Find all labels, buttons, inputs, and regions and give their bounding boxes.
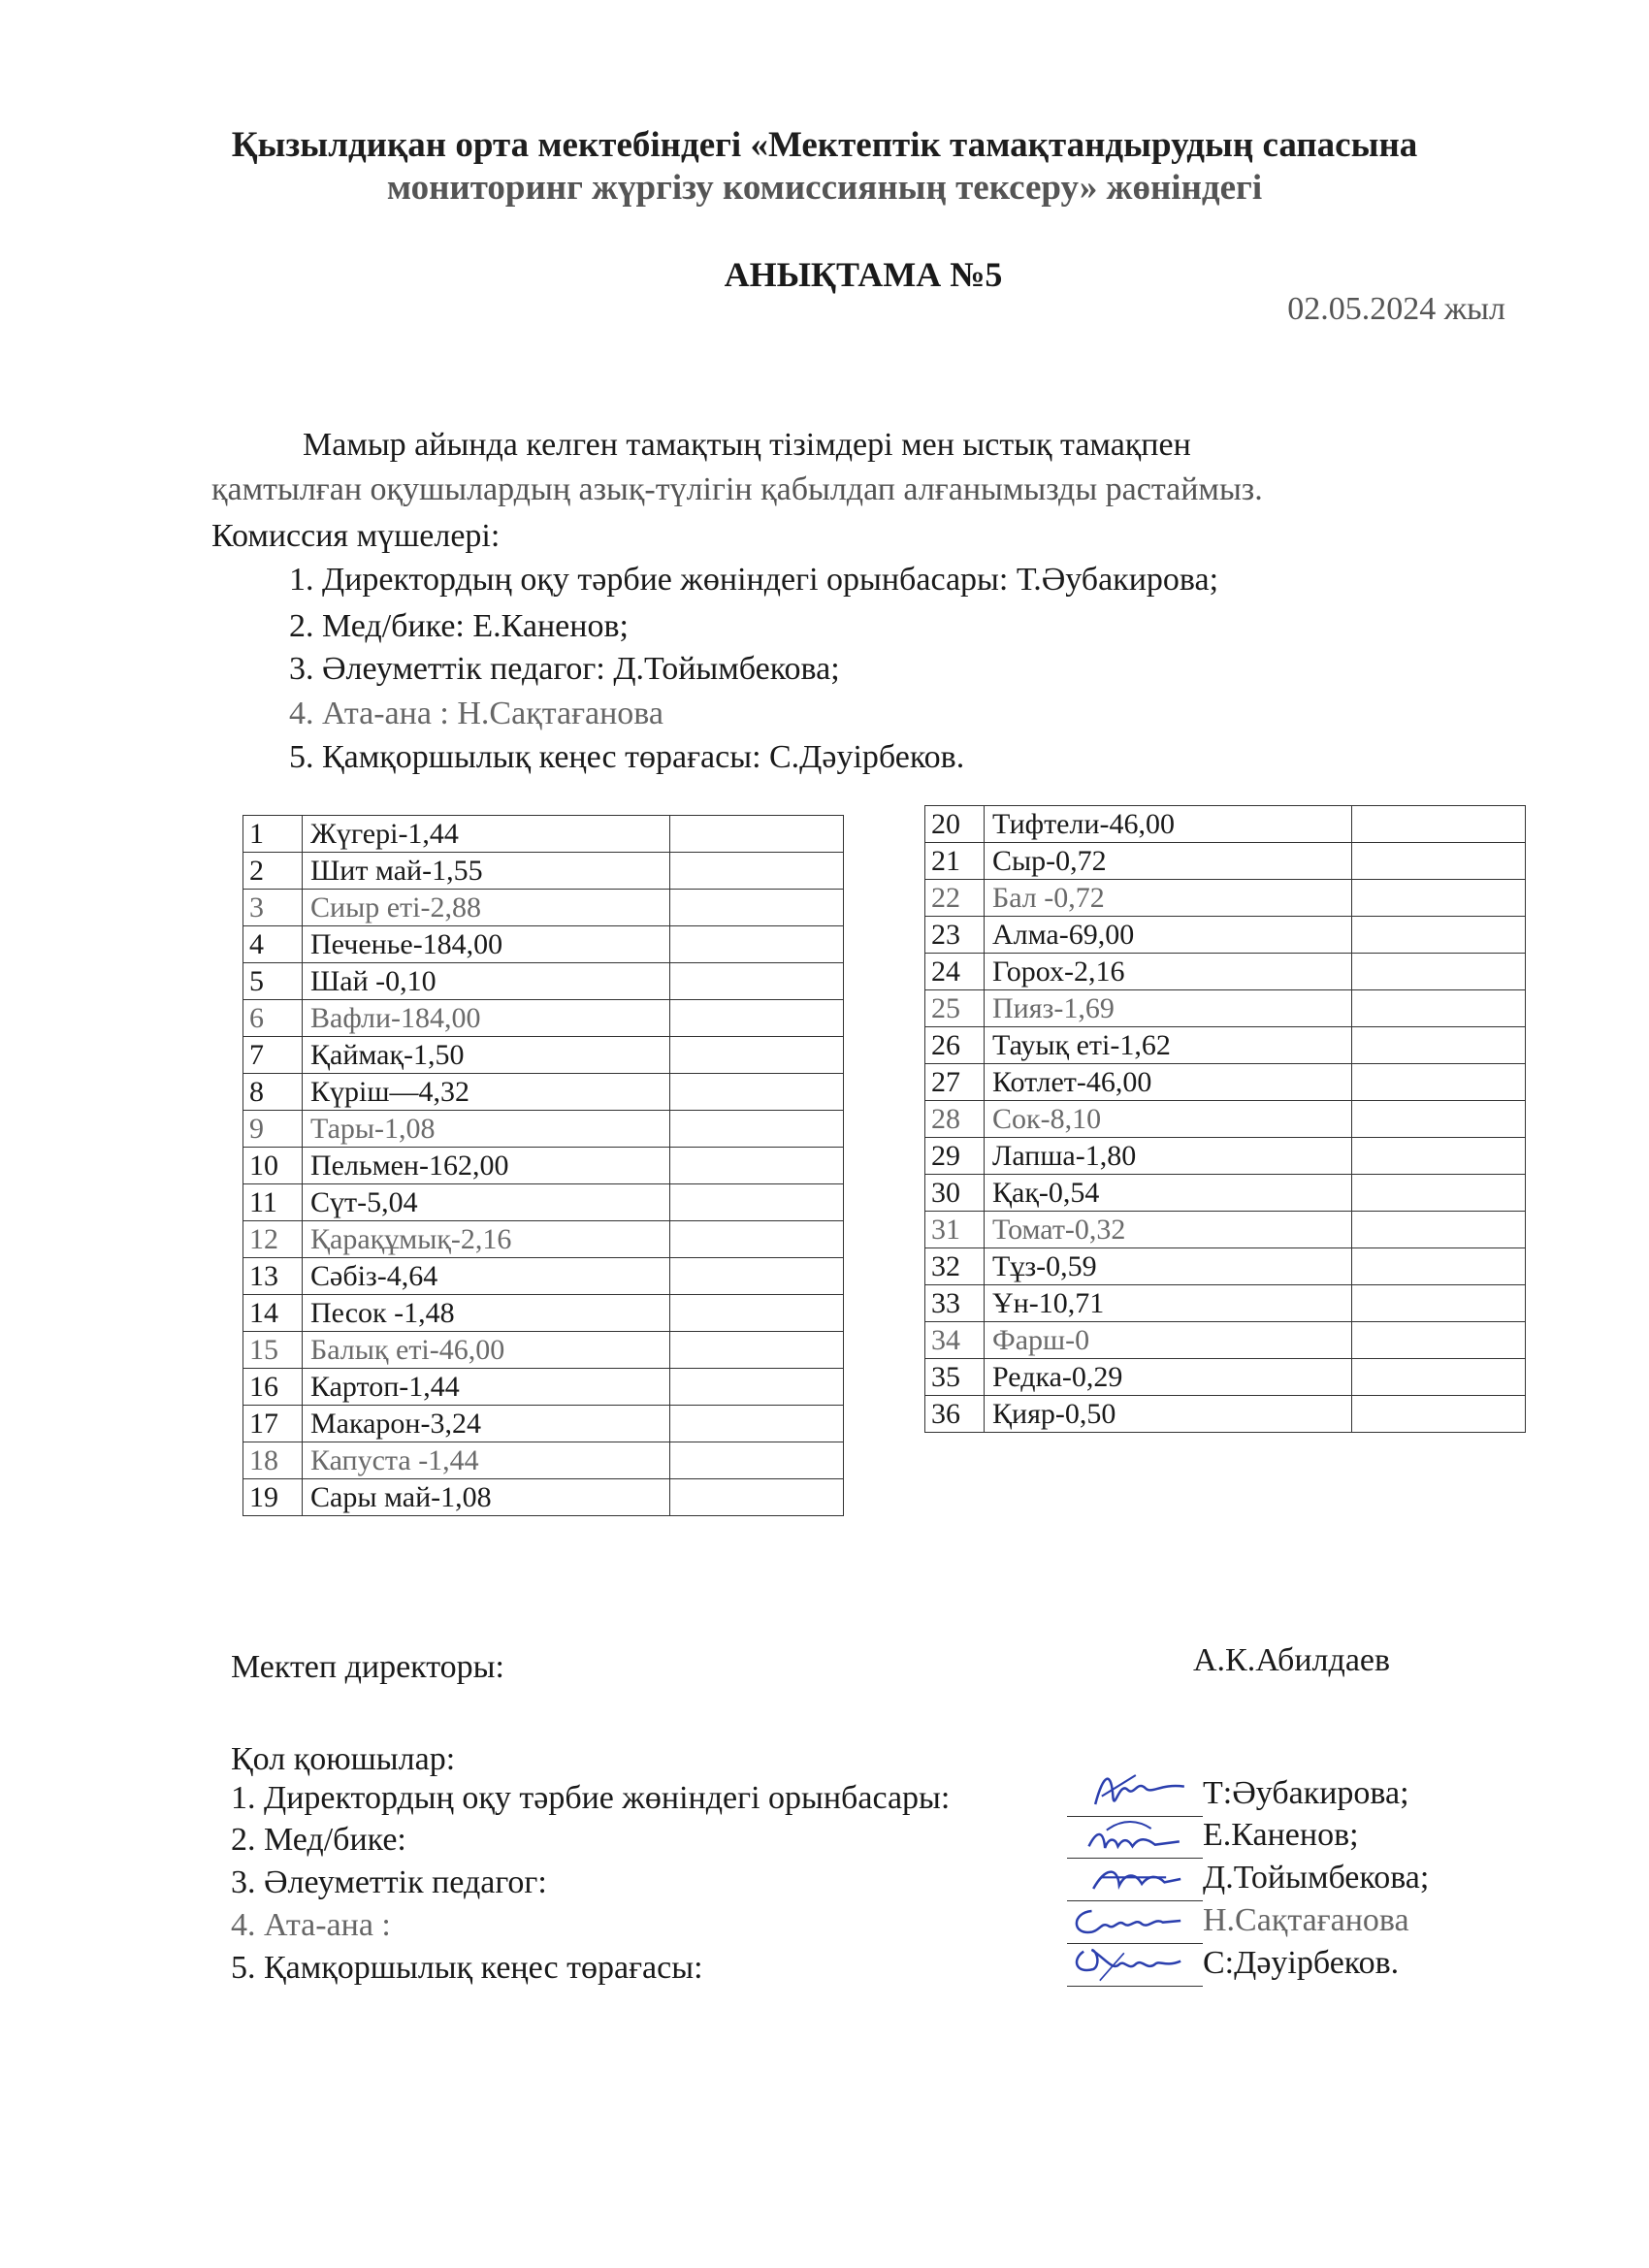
- row-item: Картоп-1,44: [303, 1369, 670, 1406]
- row-number: 19: [243, 1479, 303, 1516]
- row-item: Шай -0,10: [303, 963, 670, 1000]
- row-item: Редка-0,29: [985, 1359, 1352, 1396]
- row-blank-cell: [1352, 1359, 1526, 1396]
- row-number: 32: [925, 1248, 985, 1285]
- row-blank-cell: [670, 1369, 844, 1406]
- row-blank-cell: [1352, 1396, 1526, 1433]
- row-blank-cell: [670, 890, 844, 926]
- row-blank-cell: [670, 1406, 844, 1442]
- row-blank-cell: [1352, 1322, 1526, 1359]
- row-item: Тифтели-46,00: [985, 806, 1352, 843]
- table-row: [925, 1359, 1526, 1396]
- table-row: [243, 1442, 844, 1479]
- row-item: Пияз-1,69: [985, 990, 1352, 1027]
- table-row: [243, 1406, 844, 1442]
- row-number: 35: [925, 1359, 985, 1396]
- table-row: [925, 954, 1526, 990]
- table-row: [243, 1074, 844, 1111]
- row-number: 16: [243, 1369, 303, 1406]
- table-row: [925, 843, 1526, 880]
- intro-line-2: қамтылған оқушылардың азық-түлігін қабылдап алғанымызды растаймыз.: [211, 471, 1263, 507]
- row-item: Сиыр еті-2,88: [303, 890, 670, 926]
- member-2: 2. Мед/бике: Е.Каненов;: [289, 608, 629, 644]
- row-number: 21: [925, 843, 985, 880]
- row-item: Макарон-3,24: [303, 1406, 670, 1442]
- table-row: [925, 917, 1526, 954]
- row-blank-cell: [1352, 1175, 1526, 1212]
- row-number: 36: [925, 1396, 985, 1433]
- row-number: 1: [243, 816, 303, 853]
- row-number: 8: [243, 1074, 303, 1111]
- row-number: 24: [925, 954, 985, 990]
- row-item: Песок -1,48: [303, 1295, 670, 1332]
- row-number: 11: [243, 1184, 303, 1221]
- row-number: 20: [925, 806, 985, 843]
- table-row: [243, 1111, 844, 1148]
- intro-line-1: Мамыр айында келген тамақтың тізімдері мен ыстық тамақпен: [303, 427, 1191, 463]
- table-row: [243, 1184, 844, 1221]
- table-row: [243, 1037, 844, 1074]
- table-row: [925, 1101, 1526, 1138]
- table-row: [925, 1396, 1526, 1433]
- row-item: Тауық еті-1,62: [985, 1027, 1352, 1064]
- members-heading: Комиссия мүшелері:: [211, 518, 501, 554]
- row-blank-cell: [1352, 990, 1526, 1027]
- signer-name-1: Т:Әубакирова;: [1203, 1775, 1409, 1811]
- row-blank-cell: [1352, 1285, 1526, 1322]
- signers-heading: Қол қоюшылар:: [231, 1741, 456, 1777]
- table-row: [243, 1295, 844, 1332]
- row-item: Күріш—4,32: [303, 1074, 670, 1111]
- table-row: [925, 1322, 1526, 1359]
- row-number: 5: [243, 963, 303, 1000]
- row-number: 7: [243, 1037, 303, 1074]
- row-item: Вафли-184,00: [303, 1000, 670, 1037]
- document-date: 02.05.2024 жыл: [1287, 291, 1505, 327]
- row-number: 25: [925, 990, 985, 1027]
- table-row: [243, 963, 844, 1000]
- director-name: А.К.Абилдаев: [1193, 1642, 1391, 1678]
- member-3: 3. Әлеуметтік педагог: Д.Тойымбекова;: [289, 651, 840, 687]
- row-blank-cell: [1352, 880, 1526, 917]
- row-item: Жүгері-1,44: [303, 816, 670, 853]
- table-row: [243, 1479, 844, 1516]
- row-item: Сок-8,10: [985, 1101, 1352, 1138]
- row-item: Горох-2,16: [985, 954, 1352, 990]
- row-number: 2: [243, 853, 303, 890]
- member-5: 5. Қамқоршылық кеңес төрағасы: С.Дәуірбеков.: [289, 739, 965, 775]
- table-row: [243, 853, 844, 890]
- director-label: Мектеп директоры:: [231, 1649, 504, 1685]
- row-blank-cell: [1352, 1064, 1526, 1101]
- row-number: 31: [925, 1212, 985, 1248]
- row-item: Печенье-184,00: [303, 926, 670, 963]
- row-item: Қақ-0,54: [985, 1175, 1352, 1212]
- row-blank-cell: [670, 816, 844, 853]
- row-blank-cell: [670, 926, 844, 963]
- row-blank-cell: [670, 1258, 844, 1295]
- table-row: [243, 1369, 844, 1406]
- row-number: 28: [925, 1101, 985, 1138]
- row-blank-cell: [1352, 954, 1526, 990]
- row-number: 29: [925, 1138, 985, 1175]
- row-number: 12: [243, 1221, 303, 1258]
- row-blank-cell: [670, 1184, 844, 1221]
- document-title: АНЫҚТАМА №5: [724, 255, 1003, 294]
- row-blank-cell: [670, 1332, 844, 1369]
- row-blank-cell: [670, 1295, 844, 1332]
- signature-line-5: [1067, 1986, 1203, 1987]
- signer-role-2: 2. Мед/бике:: [231, 1822, 406, 1858]
- row-item: Сары май-1,08: [303, 1479, 670, 1516]
- row-number: 23: [925, 917, 985, 954]
- table-row: [925, 1175, 1526, 1212]
- row-blank-cell: [1352, 917, 1526, 954]
- row-number: 18: [243, 1442, 303, 1479]
- signer-name-2: Е.Каненов;: [1203, 1817, 1359, 1853]
- row-blank-cell: [670, 1221, 844, 1258]
- member-4: 4. Ата-ана : Н.Сақтағанова: [289, 696, 664, 731]
- row-number: 3: [243, 890, 303, 926]
- row-item: Қияр-0,50: [985, 1396, 1352, 1433]
- goods-table-right: [924, 805, 1526, 1433]
- table-row: [925, 1027, 1526, 1064]
- header-line-2: мониторинг жүргізу комиссияның тексеру» жөніндегі: [386, 168, 1263, 208]
- row-item: Лапша-1,80: [985, 1138, 1352, 1175]
- row-blank-cell: [670, 1148, 844, 1184]
- signature-1: [1077, 1766, 1203, 1814]
- row-item: Котлет-46,00: [985, 1064, 1352, 1101]
- row-blank-cell: [670, 853, 844, 890]
- row-number: 13: [243, 1258, 303, 1295]
- goods-table-left: [242, 815, 844, 1516]
- member-1: 1. Директордың оқу тәрбие жөніндегі орынбасары: Т.Әубакирова;: [289, 562, 1219, 598]
- signer-role-3: 3. Әлеуметтік педагог:: [231, 1864, 547, 1900]
- row-item: Қарақұмық-2,16: [303, 1221, 670, 1258]
- row-blank-cell: [1352, 843, 1526, 880]
- header-line-1: Қызылдиқан орта мектебіндегі «Мектептік тамақтандырудың сапасына: [231, 125, 1418, 165]
- row-item: Сүт-5,04: [303, 1184, 670, 1221]
- row-blank-cell: [1352, 1138, 1526, 1175]
- row-blank-cell: [670, 1479, 844, 1516]
- row-blank-cell: [670, 1074, 844, 1111]
- row-item: Қаймақ-1,50: [303, 1037, 670, 1074]
- row-blank-cell: [670, 1111, 844, 1148]
- row-number: 34: [925, 1322, 985, 1359]
- row-blank-cell: [670, 1000, 844, 1037]
- row-number: 6: [243, 1000, 303, 1037]
- row-item: Алма-69,00: [985, 917, 1352, 954]
- row-number: 10: [243, 1148, 303, 1184]
- row-blank-cell: [1352, 1101, 1526, 1138]
- row-item: Сыр-0,72: [985, 843, 1352, 880]
- row-item: Тары-1,08: [303, 1111, 670, 1148]
- row-item: Ұн-10,71: [985, 1285, 1352, 1322]
- row-item: Капуста -1,44: [303, 1442, 670, 1479]
- row-blank-cell: [1352, 1248, 1526, 1285]
- signature-5: [1065, 1935, 1191, 1984]
- row-item: Балық еті-46,00: [303, 1332, 670, 1369]
- table-row: [925, 1248, 1526, 1285]
- row-number: 22: [925, 880, 985, 917]
- table-row: [925, 1064, 1526, 1101]
- row-number: 27: [925, 1064, 985, 1101]
- row-blank-cell: [670, 1442, 844, 1479]
- table-row: [243, 1000, 844, 1037]
- table-row: [243, 926, 844, 963]
- table-row: [243, 1332, 844, 1369]
- row-item: Тұз-0,59: [985, 1248, 1352, 1285]
- table-row: [243, 1221, 844, 1258]
- table-row: [925, 1285, 1526, 1322]
- table-row: [243, 890, 844, 926]
- table-row: [925, 880, 1526, 917]
- table-row: [243, 1258, 844, 1295]
- signer-role-1: 1. Директордың оқу тәрбие жөніндегі орынбасары:: [231, 1780, 951, 1816]
- row-item: Сәбіз-4,64: [303, 1258, 670, 1295]
- row-item: Пельмен-162,00: [303, 1148, 670, 1184]
- row-number: 30: [925, 1175, 985, 1212]
- row-item: Томат-0,32: [985, 1212, 1352, 1248]
- row-item: Бал -0,72: [985, 880, 1352, 917]
- row-item: Фарш-0: [985, 1322, 1352, 1359]
- signer-name-5: С:Дәуірбеков.: [1203, 1945, 1400, 1981]
- row-blank-cell: [670, 1037, 844, 1074]
- signer-name-3: Д.Тойымбекова;: [1203, 1860, 1430, 1895]
- row-number: 26: [925, 1027, 985, 1064]
- row-number: 4: [243, 926, 303, 963]
- table-row: [925, 1212, 1526, 1248]
- row-number: 33: [925, 1285, 985, 1322]
- signer-role-5: 5. Қамқоршылық кеңес төрағасы:: [231, 1950, 703, 1986]
- row-blank-cell: [1352, 1027, 1526, 1064]
- row-number: 14: [243, 1295, 303, 1332]
- row-number: 9: [243, 1111, 303, 1148]
- row-blank-cell: [1352, 1212, 1526, 1248]
- row-item: Шит май-1,55: [303, 853, 670, 890]
- row-number: 17: [243, 1406, 303, 1442]
- signer-role-4: 4. Ата-ана :: [231, 1907, 391, 1943]
- row-number: 15: [243, 1332, 303, 1369]
- table-row: [243, 1148, 844, 1184]
- row-blank-cell: [670, 963, 844, 1000]
- table-row: [925, 1138, 1526, 1175]
- table-row: [243, 816, 844, 853]
- table-row: [925, 806, 1526, 843]
- table-row: [925, 990, 1526, 1027]
- row-blank-cell: [1352, 806, 1526, 843]
- signer-name-4: Н.Сақтағанова: [1203, 1902, 1409, 1938]
